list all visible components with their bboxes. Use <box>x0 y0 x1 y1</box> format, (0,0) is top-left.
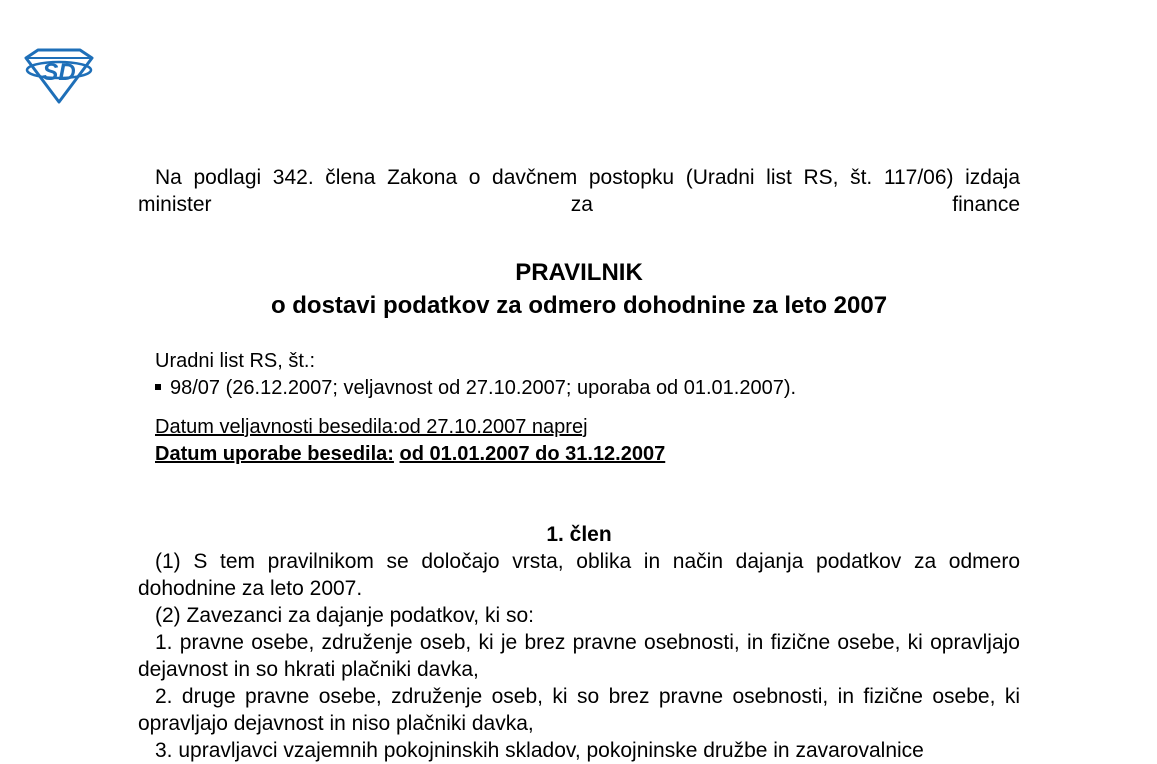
dates-block <box>138 414 1020 468</box>
gazette-entry <box>155 375 1020 402</box>
article-paragraph: 3. upravljavci vzajemnih pokojninskih skladov, pokojninske družbe in zavarovalnice <box>155 739 924 762</box>
title-block <box>138 256 1020 322</box>
document-body <box>138 164 1020 764</box>
logo-text: SD <box>42 59 76 86</box>
validity-value: od 27.10.2007 naprej <box>398 416 588 438</box>
article-paragraph: (1) S tem pravilnikom se določajo vrsta, oblika in način dajanja podatkov za odmero dohodnine za leto 2007. <box>138 550 1020 600</box>
article-paragraph: 1. pravne osebe, združenje oseb, ki je brez pravne osebnosti, in fizične osebe, ki opravljajo dejavnost in so hkrati plačniki davka, <box>138 631 1020 681</box>
article-paragraph: 2. druge pravne osebe, združenje oseb, ki so brez pravne osebnosti, in fizične osebe, ki opravljajo dejavnost in niso plačniki davka, <box>138 685 1020 735</box>
document-subtitle: o dostavi podatkov za odmero dohodnine za leto 2007 <box>270 292 888 319</box>
article-paragraph: (2) Zavezanci za dajanje podatkov, ki so: <box>155 604 534 627</box>
document-title: PRAVILNIK <box>515 259 643 286</box>
application-value: od 01.01.2007 do 31.12.2007 <box>399 443 666 465</box>
intro-paragraph: Na podlagi 342. člena Zakona o davčnem postopku (Uradni list RS, št. 117/06) izdaja minister za finance <box>138 166 1020 216</box>
validity-line <box>155 414 1020 441</box>
gazette-entry-text: 98/07 (26.12.2007; veljavnost od 27.10.2007; uporaba od 01.01.2007). <box>170 377 797 399</box>
article-heading: 1. člen <box>546 523 612 546</box>
application-line <box>155 441 1020 468</box>
sd-logo-icon <box>22 48 96 104</box>
application-label: Datum uporabe besedila: <box>155 443 394 465</box>
validity-label: Datum veljavnosti besedila: <box>155 416 399 438</box>
bullet-icon <box>155 384 161 390</box>
gazette-info <box>138 348 1020 402</box>
gazette-label: Uradni list RS, št.: <box>155 350 316 372</box>
